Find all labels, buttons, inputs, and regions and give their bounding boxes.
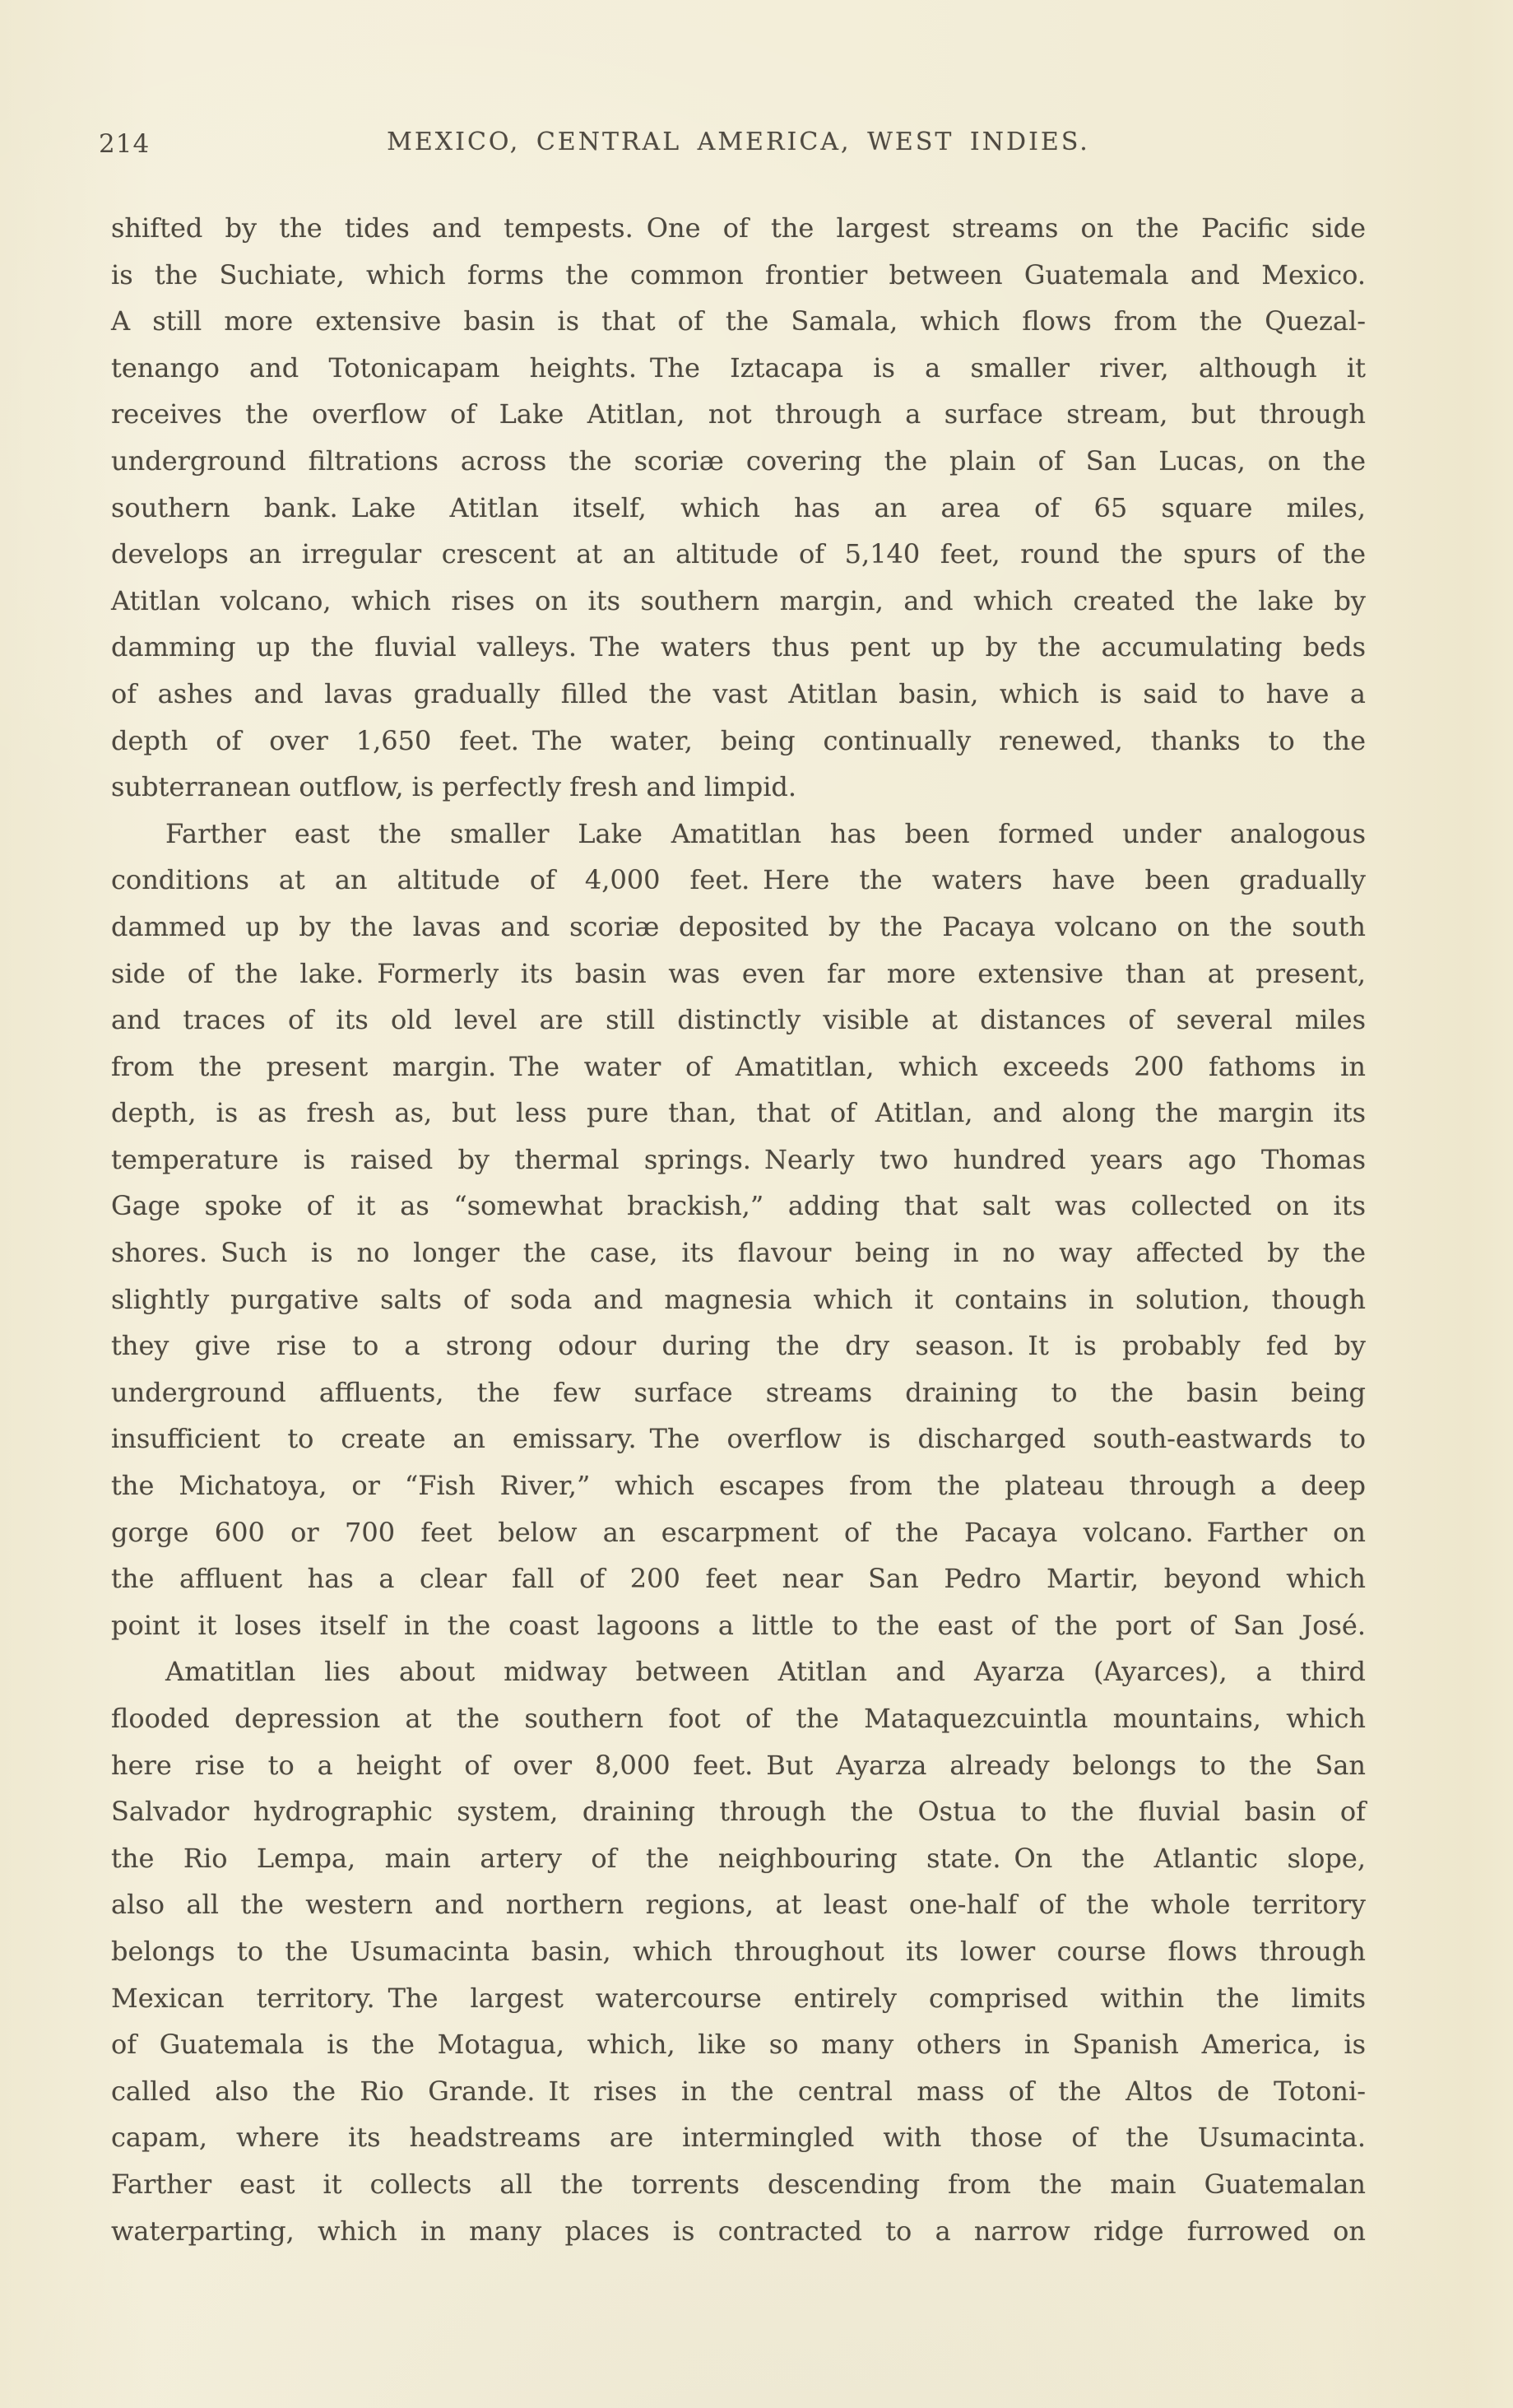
text-line: from the present margin. The water of Amatitlan, which exceeds 200 fathoms in (111, 1050, 1366, 1082)
text-line: A still more extensive basin is that of the Samala, which flows from the Quezal- (111, 305, 1366, 337)
text-line: belongs to the Usumacinta basin, which throughout its lower course flows through (111, 1935, 1366, 1967)
text-line: southern bank. Lake Atitlan itself, which has an area of 65 square miles, (111, 491, 1366, 523)
text-line: they give rise to a strong odour during the dry season. It is probably fed by (111, 1330, 1366, 1362)
text-line: also all the western and northern regions, at least one-half of the whole territory (111, 1889, 1366, 1921)
text-line: depth of over 1,650 feet. The water, being continually renewed, thanks to the (111, 724, 1366, 756)
text-line: slightly purgative salts of soda and magnesia which it contains in solution, though (111, 1283, 1366, 1315)
text-line: shores. Such is no longer the case, its flavour being in no way affected by the (111, 1237, 1366, 1269)
text-line: subterranean outflow, is perfectly fresh and limpid. (111, 771, 797, 803)
text-line: capam, where its headstreams are intermingled with those of the Usumacinta. (111, 2122, 1366, 2154)
text-line: point it loses itself in the coast lagoons a little to the east of the port of San José. (111, 1609, 1366, 1641)
text-line: is the Suchiate, which forms the common frontier between Guatemala and Mexico. (111, 258, 1366, 291)
text-line: tenango and Totonicapam heights. The Iztacapa is a smaller river, although it (111, 351, 1366, 384)
text-line: the Rio Lempa, main artery of the neighbouring state. On the Atlantic slope, (111, 1842, 1366, 1874)
text-line: Farther east it collects all the torrents descending from the main Guatemalan (111, 2168, 1366, 2200)
text-line: develops an irregular crescent at an altitude of 5,140 feet, round the spurs of the (111, 538, 1366, 570)
text-line: damming up the fluvial valleys. The waters thus pent up by the accumulating beds (111, 631, 1366, 663)
text-line: the affluent has a clear fall of 200 feet near San Pedro Martir, beyond which (111, 1563, 1366, 1595)
text-line: underground filtrations across the scoriæ covering the plain of San Lucas, on the (111, 444, 1366, 476)
page-text (111, 205, 1366, 2254)
page-number: 214 (99, 129, 151, 159)
text-line: of Guatemala is the Motagua, which, like so many others in Spanish America, is (111, 2029, 1366, 2061)
text-line: waterparting, which in many places is contracted to a narrow ridge furrowed on (111, 2215, 1366, 2247)
text-line: Farther east the smaller Lake Amatitlan has been formed under analogous (165, 817, 1366, 849)
text-line: of ashes and lavas gradually filled the vast Atitlan basin, which is said to have a (111, 677, 1366, 709)
text-line: and traces of its old level are still distinctly visible at distances of several miles (111, 1004, 1366, 1036)
text-line: gorge 600 or 700 feet below an escarpment of the Pacaya volcano. Farther on (111, 1516, 1366, 1548)
text-line: receives the overflow of Lake Atitlan, not through a surface stream, but through (111, 398, 1366, 430)
text-line: Amatitlan lies about midway between Atitlan and Ayarza (Ayarces), a third (165, 1656, 1366, 1688)
text-line: insufficient to create an emissary. The overflow is discharged south-eastwards to (111, 1423, 1366, 1455)
text-line: flooded depression at the southern foot of the Mataquezcuintla mountains, which (111, 1703, 1366, 1734)
text-line: underground affluents, the few surface streams draining to the basin being (111, 1376, 1366, 1408)
running-head (99, 128, 1366, 164)
text-line: Gage spoke of it as “somewhat brackish,” adding that salt was collected on its (111, 1190, 1366, 1222)
text-line: here rise to a height of over 8,000 feet. But Ayarza already belongs to the San (111, 1749, 1366, 1781)
text-line: Salvador hydrographic system, draining through the Ostua to the fluvial basin of (111, 1796, 1366, 1828)
text-line: called also the Rio Grande. It rises in the central mass of the Altos de Totoni- (111, 2075, 1366, 2107)
text-line: depth, is as fresh as, but less pure than, that of Atitlan, and along the margin its (111, 1097, 1366, 1129)
text-line: dammed up by the lavas and scoriæ deposited by the Pacaya volcano on the south (111, 910, 1366, 942)
text-line: conditions at an altitude of 4,000 feet. Here the waters have been gradually (111, 864, 1366, 896)
text-line: shifted by the tides and tempests. One of the largest streams on the Pacific side (111, 212, 1366, 244)
text-line: Atitlan volcano, which rises on its southern margin, and which created the lake by (111, 584, 1366, 616)
text-line: Mexican territory. The largest watercourse entirely comprised within the limits (111, 1982, 1366, 2014)
text-line: temperature is raised by thermal springs. Nearly two hundred years ago Thomas (111, 1143, 1366, 1175)
text-line: the Michatoya, or “Fish River,” which escapes from the plateau through a deep (111, 1470, 1366, 1502)
running-title: MEXICO, CENTRAL AMERICA, WEST INDIES. (387, 128, 1090, 156)
text-line: side of the lake. Formerly its basin was even far more extensive than at present, (111, 957, 1366, 989)
